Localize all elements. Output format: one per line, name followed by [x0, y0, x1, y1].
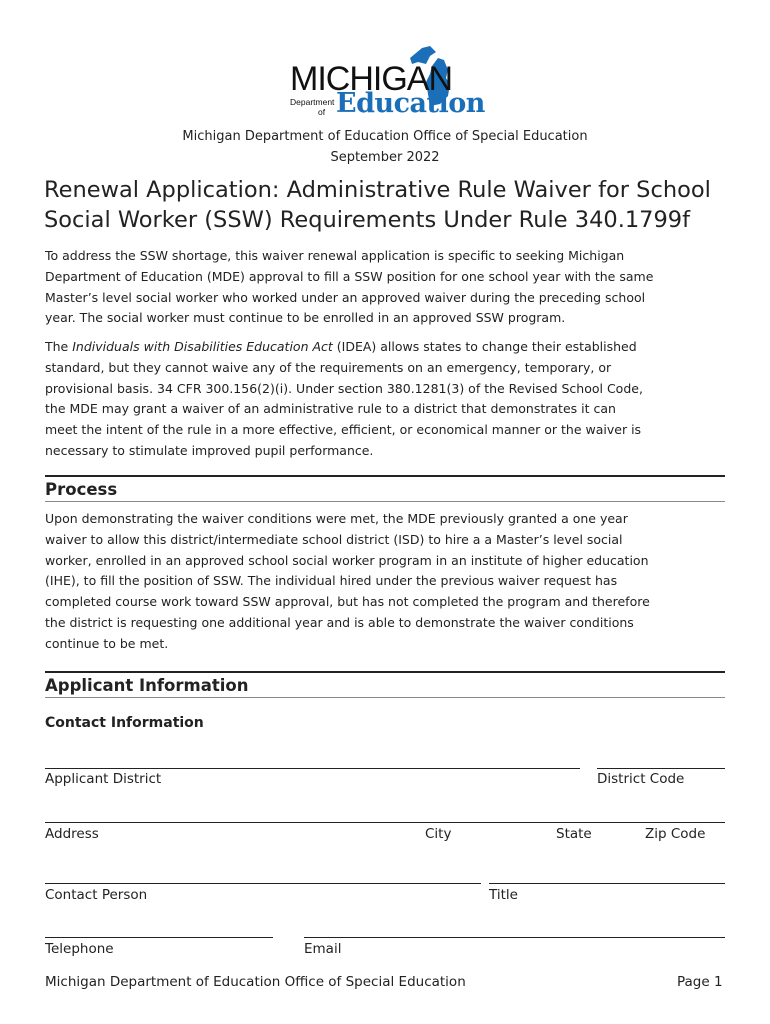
- text-span: (IDEA) allows states to change their established: [332, 339, 637, 354]
- text-line: completed course work toward SSW approval, but has not completed the program and therefore: [45, 594, 650, 610]
- text-line: worker, enrolled in an approved school social worker program in an institute of higher education: [45, 552, 649, 568]
- city-label: City: [425, 826, 452, 842]
- applicant-heading: Applicant Information: [45, 671, 725, 698]
- contact-person-label: Contact Person: [45, 887, 148, 903]
- text-line: Upon demonstrating the waiver conditions were met, the MDE previously granted a one year: [45, 511, 628, 526]
- text-line: To address the SSW shortage, this waiver renewal application is specific to seeking Michigan: [45, 248, 625, 263]
- address-label: Address: [45, 826, 99, 842]
- text-line: Department of Education (MDE) approval to fill a SSW position for one school year with the same: [45, 268, 654, 284]
- applicant-district-field[interactable]: [45, 768, 580, 769]
- intro-paragraph: [45, 246, 653, 329]
- title-label: Title: [489, 887, 518, 903]
- idea-paragraph: [45, 337, 643, 462]
- state-label: State: [556, 826, 592, 842]
- text-line: provisional basis. 34 CFR 300.156(2)(i). Under section 380.1281(3) of the Revised School Code,: [45, 380, 643, 396]
- process-paragraph: [45, 509, 650, 655]
- act-name: Individuals with Disabilities Education Act: [72, 339, 333, 354]
- contact-subheading: Contact Information: [45, 715, 204, 731]
- email-field[interactable]: [304, 937, 725, 938]
- logo-department: [290, 97, 334, 117]
- text-line: standard, but they cannot waive any of the requirements on an emergency, temporary, or: [45, 359, 612, 375]
- district-code-field[interactable]: [597, 768, 725, 769]
- district-code-label: District Code: [597, 771, 685, 787]
- header-org: Michigan Department of Education Office of Special Education: [182, 129, 588, 144]
- text-line: [45, 337, 643, 358]
- text-line: Master’s level social worker who worked under an approved waiver during the preceding school: [45, 289, 646, 305]
- process-heading: Process: [45, 475, 725, 502]
- footer-org: Michigan Department of Education Office of Special Education: [45, 974, 466, 990]
- text-line: meet the intent of the rule in a more effective, efficient, or economical manner or the waiver is: [45, 422, 642, 438]
- page-title: [44, 175, 711, 235]
- contact-person-field[interactable]: [45, 883, 481, 884]
- applicant-district-label: Applicant District: [45, 771, 162, 787]
- address-field[interactable]: [45, 822, 725, 823]
- text-line: year. The social worker must continue to be enrolled in an approved SSW program.: [45, 310, 566, 326]
- text-span: The: [45, 339, 73, 354]
- header-date: September 2022: [330, 150, 440, 165]
- logo-of: of: [318, 107, 326, 117]
- text-line: necessary to stimulate improved pupil performance.: [45, 442, 374, 458]
- text-line: the MDE may grant a waiver of an administrative rule to a district that demonstrates it can: [45, 401, 616, 417]
- logo-michigan: MICHIGAN: [290, 60, 452, 98]
- text-line: the district is requesting one additional year and is able to demonstrate the waiver conditions: [45, 614, 634, 630]
- page-number: Page 1: [677, 974, 723, 990]
- logo-education: Education: [336, 88, 485, 119]
- text-line: continue to be met.: [45, 635, 169, 651]
- telephone-field[interactable]: [45, 937, 273, 938]
- telephone-label: Telephone: [45, 941, 114, 957]
- zip-code-label: Zip Code: [645, 826, 706, 842]
- title-field[interactable]: [489, 883, 725, 884]
- header: [0, 126, 770, 168]
- mde-logo: [288, 44, 483, 124]
- title-line: Social Worker (SSW) Requirements Under Rule 340.1799f: [44, 207, 691, 233]
- text-line: waiver to allow this district/intermediate school district (ISD) to hire a a Master’s level social: [45, 531, 623, 547]
- logo-department-text: Department: [290, 97, 335, 107]
- text-line: (IHE), to fill the position of SSW. The individual hired under the previous waiver request has: [45, 573, 618, 589]
- title-line: Renewal Application: Administrative Rule Waiver for School: [44, 177, 711, 203]
- email-label: Email: [304, 941, 342, 957]
